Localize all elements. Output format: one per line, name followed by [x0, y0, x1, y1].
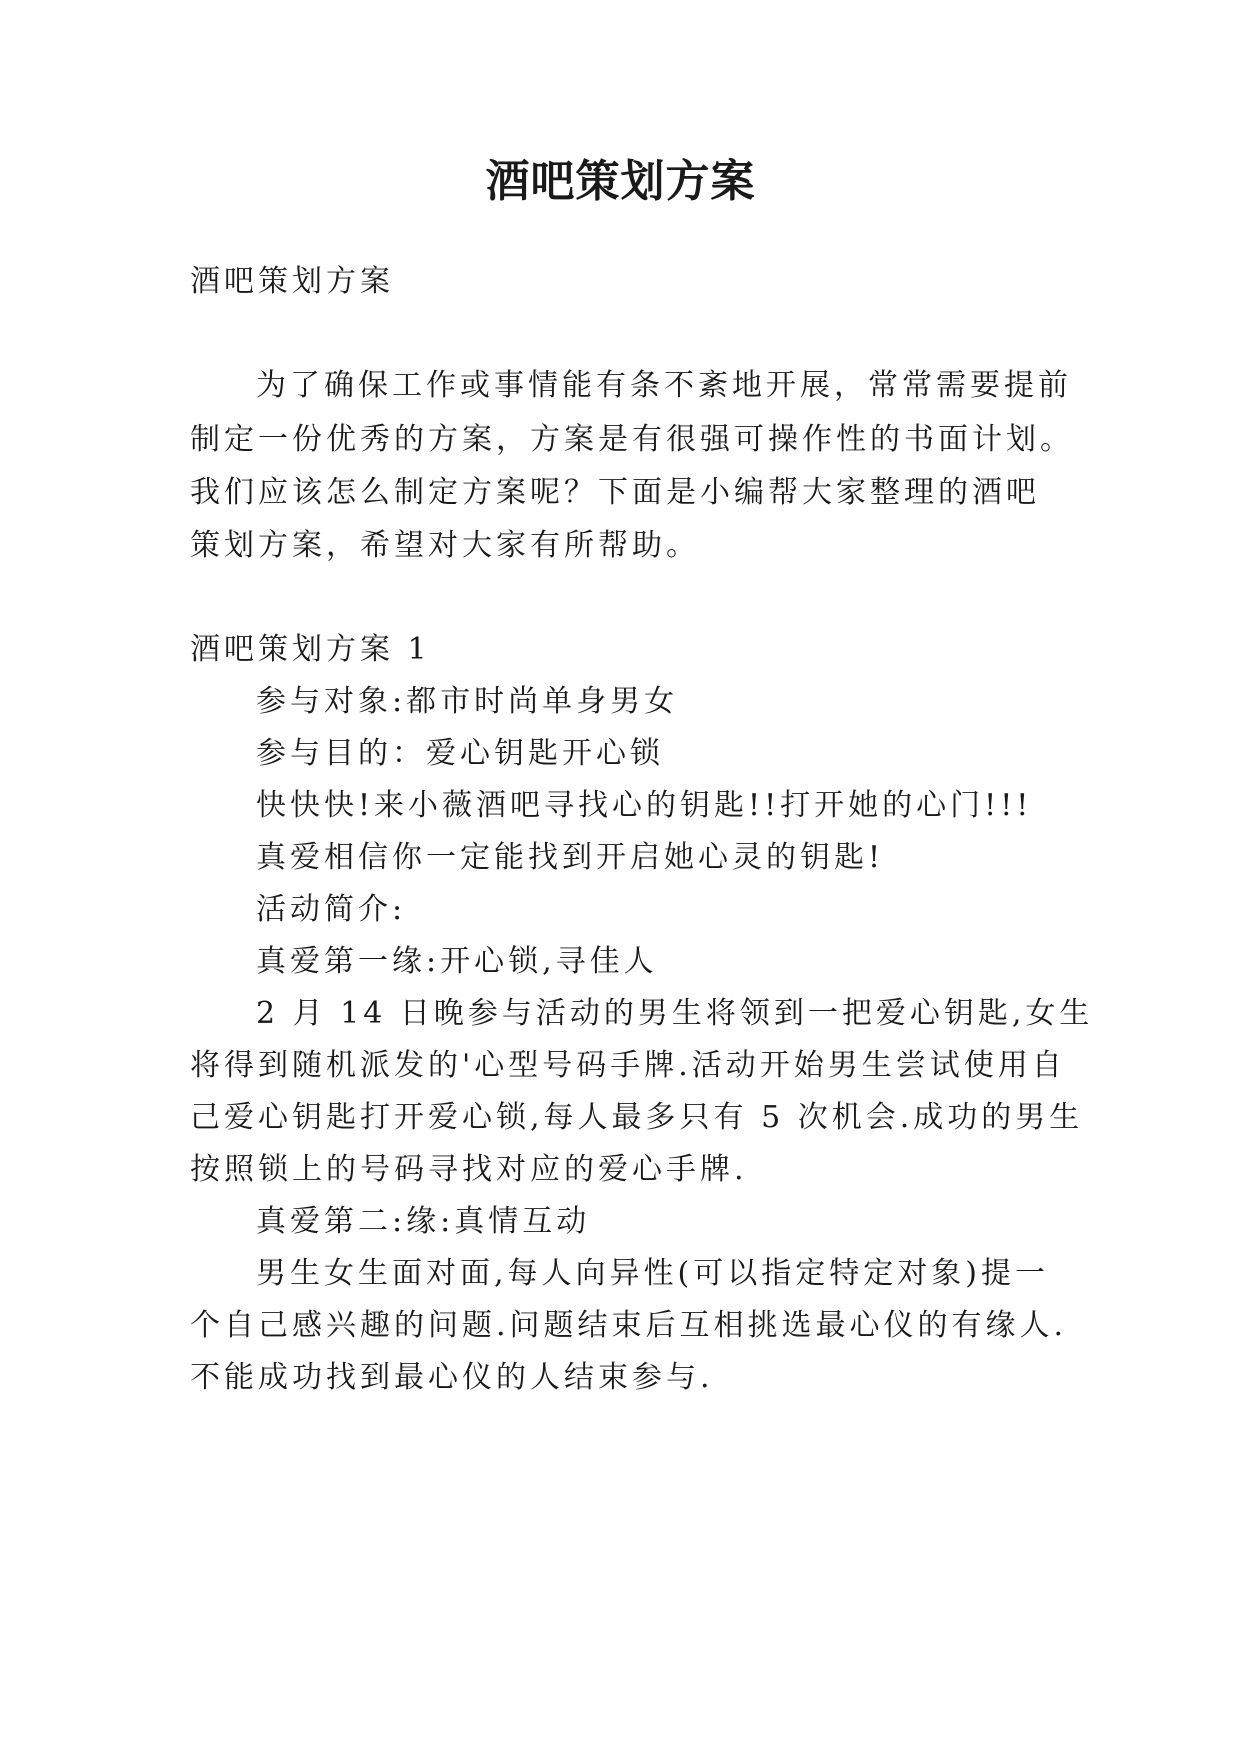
- section-line: 己爱心钥匙打开爱心锁,每人最多只有 5 次机会.成功的男生: [190, 1100, 1084, 1135]
- section-line: 按照锁上的号码寻找对应的爱心手牌.: [190, 1152, 748, 1187]
- section-line: 2 月 14 日晚参与活动的男生将领到一把爱心钥匙,女生: [256, 996, 1094, 1031]
- section-line: 不能成功找到最心仪的人结束参与.: [190, 1360, 714, 1395]
- document-title: 酒吧策划方案: [485, 156, 756, 207]
- section-line: 参与目的：爱心钥匙开心锁: [256, 736, 664, 771]
- section-line: 快快快!来小薇酒吧寻找心的钥匙!!打开她的心门!!!: [256, 788, 1033, 823]
- intro-line: 我们应该怎么制定方案呢？下面是小编帮大家整理的酒吧: [190, 475, 1040, 510]
- intro-line: 策划方案，希望对大家有所帮助。: [190, 528, 700, 563]
- section-heading: 酒吧策划方案 1: [190, 632, 431, 667]
- section-line: 真爱第二:缘:真情互动: [256, 1204, 591, 1239]
- document-subtitle: 酒吧策划方案: [190, 264, 394, 299]
- section-line: 个自己感兴趣的问题.问题结束后互相挑选最心仪的有缘人.: [190, 1308, 1068, 1343]
- section-line: 男生女生面对面,每人向异性(可以指定特定对象)提一: [256, 1256, 1049, 1291]
- intro-line: 为了确保工作或事情能有条不紊地开展，常常需要提前: [256, 368, 1072, 403]
- intro-line: 制定一份优秀的方案，方案是有很强可操作性的书面计划。: [190, 422, 1074, 457]
- section-line: 参与对象:都市时尚单身男女: [256, 684, 679, 719]
- section-line: 将得到随机派发的'心型号码手牌.活动开始男生尝试使用自: [190, 1048, 1066, 1083]
- section-line: 真爱相信你一定能找到开启她心灵的钥匙!: [256, 840, 885, 875]
- section-line: 活动简介:: [256, 892, 407, 927]
- section-line: 真爱第一缘:开心锁,寻佳人: [256, 944, 658, 979]
